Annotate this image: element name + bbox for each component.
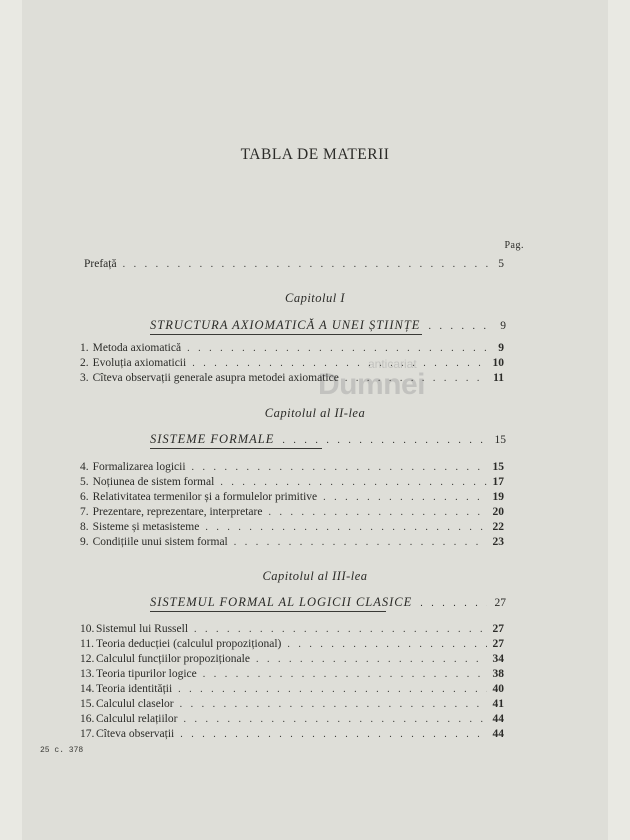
toc-entry-number: 11.	[80, 638, 94, 650]
chapter-label: Capitolul al II-lea	[264, 406, 366, 420]
chapter-label: Capitolul I	[284, 291, 346, 305]
toc-entry-number: 3.	[80, 372, 89, 384]
leader-dots	[256, 652, 487, 667]
toc-entry-label: Noțiunea de sistem formal	[92, 476, 215, 488]
leader-dots	[268, 505, 486, 520]
toc-entry	[80, 341, 504, 356]
leader-dots	[287, 637, 486, 652]
toc-entry-label: Calculul relațiilor	[96, 713, 178, 725]
toc-entry-page: 17	[492, 476, 504, 488]
printer-mark: 25 c. 378	[40, 746, 84, 755]
toc-entry-label: Teoria tipurilor logice	[96, 668, 197, 680]
toc-entry-number: 8.	[80, 521, 89, 533]
toc-entry	[80, 652, 504, 667]
leader-dots	[187, 341, 491, 356]
toc-entry-number: 6.	[80, 491, 89, 503]
chapter-title-underline	[150, 448, 322, 449]
toc-entry-label: Teoria identității	[96, 683, 173, 695]
toc-entry-page: 20	[492, 506, 504, 518]
toc-entry-page: 5	[498, 258, 504, 270]
toc-entry-label: Calculul claselor	[96, 698, 174, 710]
toc-entry-number: 4.	[80, 461, 89, 473]
leader-dots	[323, 490, 486, 505]
toc-entry	[80, 667, 504, 682]
chapter-title-text: SISTEMUL FORMAL AL LOGICII CLASICE	[150, 595, 413, 609]
toc-entry-page: 40	[492, 683, 504, 695]
toc-entry	[80, 637, 504, 652]
leader-dots	[192, 460, 487, 475]
toc-entry	[80, 697, 504, 712]
toc-entry	[80, 505, 504, 520]
leader-dots	[178, 682, 486, 697]
toc-entry-label: Sistemul lui Russell	[96, 623, 189, 635]
chapter-title-text: STRUCTURA AXIOMATICĂ A UNEI ȘTIINȚE	[150, 318, 421, 332]
toc-entry	[80, 475, 504, 490]
leader-dots	[194, 622, 486, 637]
toc-entry-page: 15	[492, 461, 504, 473]
toc-entry-label: Prezentare, reprezentare, interpretare	[92, 506, 263, 518]
chapter-title-underline	[150, 611, 386, 612]
leader-dots	[192, 356, 486, 371]
leader-dots	[203, 667, 487, 682]
toc-entry-number: 15.	[80, 698, 95, 710]
chapter-title	[150, 432, 506, 447]
toc-entry-page: 27	[492, 623, 504, 635]
toc-entry-number: 12.	[80, 653, 95, 665]
leader-dots	[420, 598, 486, 609]
leader-dots	[220, 475, 486, 490]
toc-entry-number: 14.	[80, 683, 95, 695]
toc-entry	[80, 371, 504, 386]
toc-entry-label: Metoda axiomatică	[92, 342, 182, 354]
chapter-page: 9	[500, 320, 506, 332]
toc-entry-page: 41	[492, 698, 504, 710]
page-column-label: Pag.	[504, 240, 524, 251]
leader-dots	[180, 727, 486, 742]
toc-entry-number: 5.	[80, 476, 89, 488]
leader-dots	[282, 435, 483, 446]
leader-dots	[183, 712, 486, 727]
toc-entry-number: 16.	[80, 713, 95, 725]
toc-entry-number: 9.	[80, 536, 89, 548]
leader-dots	[345, 371, 487, 386]
toc-entry-page: 19	[492, 491, 504, 503]
toc-entry-label: Cîteva observații generale asupra metodei axiomatice	[92, 372, 339, 384]
toc-entry	[80, 535, 504, 550]
chapter-title-underline	[150, 334, 422, 335]
leader-dots	[428, 321, 492, 332]
toc-entry-number: 2.	[80, 357, 89, 369]
toc-entry-label: Prefață	[84, 258, 117, 270]
toc-entry-label: Teoria deducției (calculul propozițional)	[96, 638, 282, 650]
chapter-page: 15	[494, 434, 506, 446]
toc-entry-page: 11	[493, 372, 504, 384]
toc-entry-page: 27	[492, 638, 504, 650]
toc-entry-page: 44	[492, 728, 504, 740]
toc-entry-number: 10.	[80, 623, 95, 635]
chapter-page: 27	[494, 597, 506, 609]
toc-entry	[80, 460, 504, 475]
toc-entry-page: 44	[492, 713, 504, 725]
toc-entry-page: 22	[492, 521, 504, 533]
chapter-title-text: SISTEME FORMALE	[150, 432, 275, 446]
toc-entry-label: Calculul funcțiilor propoziționale	[96, 653, 250, 665]
toc-entry-number: 1.	[80, 342, 89, 354]
toc-entry	[80, 520, 504, 535]
toc-entry-page: 38	[492, 668, 504, 680]
toc-entry-page: 9	[498, 342, 504, 354]
leader-dots	[205, 520, 486, 535]
watermark-line-2: Dumnei	[318, 368, 426, 401]
toc-entry-label: Relativitatea termenilor și a formulelor primitive	[92, 491, 318, 503]
toc-entry	[80, 712, 504, 727]
toc-entry	[80, 682, 504, 697]
toc-entry-number: 17.	[80, 728, 95, 740]
page-title: TABLA DE MATERII	[240, 146, 390, 163]
toc-entry-number: 7.	[80, 506, 89, 518]
toc-entry-page: 23	[492, 536, 504, 548]
toc-entry-label: Sisteme și metasisteme	[92, 521, 200, 533]
watermark-line-1: anticariat	[368, 357, 417, 371]
toc-entry-page: 34	[492, 653, 504, 665]
chapter-title	[150, 318, 506, 333]
toc-entry-number: 13.	[80, 668, 95, 680]
toc-entry	[80, 490, 504, 505]
toc-entry-page: 10	[492, 357, 504, 369]
toc-entry	[80, 622, 504, 637]
toc-entry-label: Formalizarea logicii	[92, 461, 186, 473]
chapter-label: Capitolul al III-lea	[262, 569, 368, 583]
toc-entry	[80, 356, 504, 371]
toc-entry-label: Condițiile unui sistem formal	[92, 536, 228, 548]
leader-dots	[123, 257, 490, 272]
toc-entry-label: Evoluția axiomaticii	[92, 357, 187, 369]
toc-entry-preface	[84, 257, 504, 272]
toc-entry-label: Cîteva observații	[96, 728, 175, 740]
leader-dots	[180, 697, 487, 712]
leader-dots	[234, 535, 487, 550]
toc-entry	[80, 727, 504, 742]
chapter-title	[150, 595, 506, 610]
